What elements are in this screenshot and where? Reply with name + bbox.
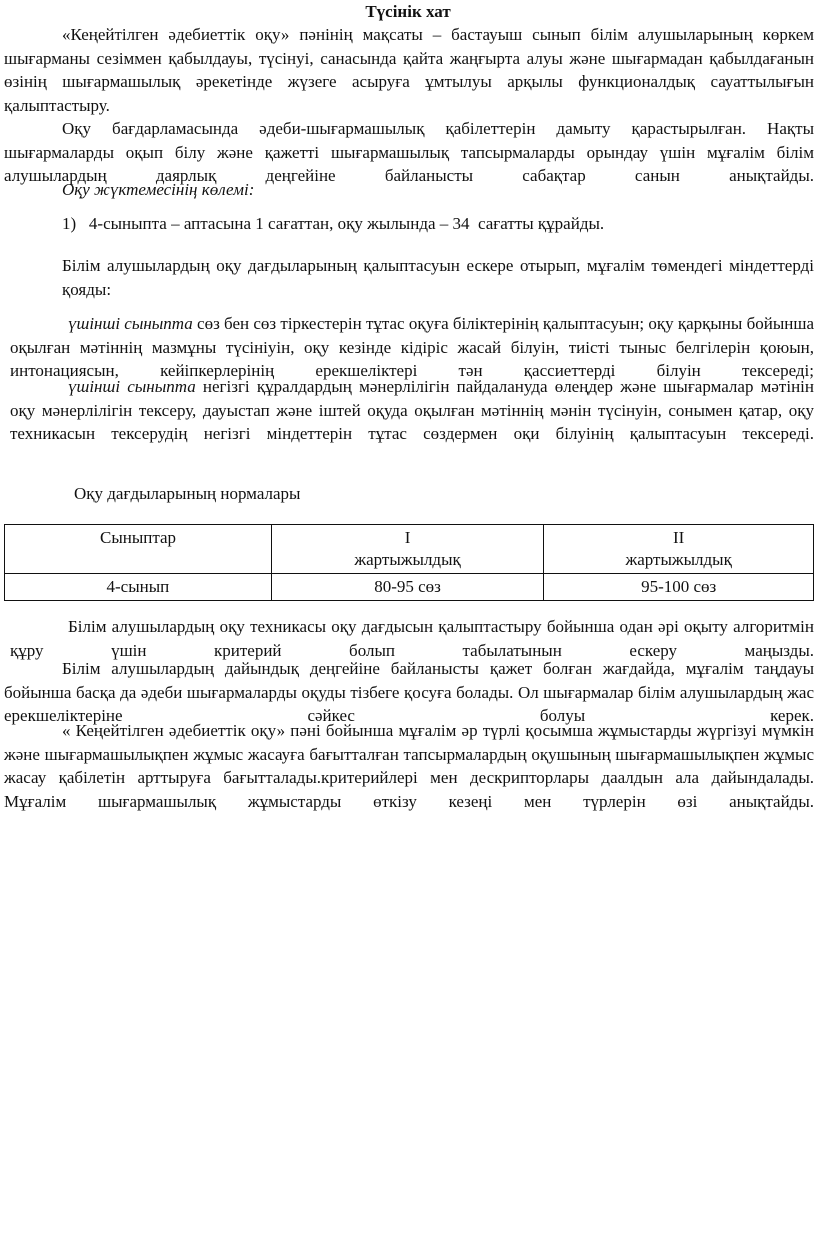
table-header-cell bbox=[544, 525, 814, 574]
paragraph-creative-work-text: « Кеңейтілген әдебиеттік оқу» пәні бойынша мұғалім әр түрлі қосымша жұмыстарды жүргізуі мүмкін және шығармашылықпен жұмыс жасауға бағытталған тапсырмалардың оқушының шығармашылықпен жұмыс жасау қабілетін арттыруға бағытталады.критерийлері мен дескрипторлары даалдын ала дайындалады. Мұғалім шығармашылық жұмыстарды өткізу кезеңі мен түрлерін өзі анықтайды. bbox=[4, 721, 814, 811]
reading-norms-table bbox=[4, 524, 814, 601]
table-caption: Оқу дағдыларының нормалары bbox=[74, 484, 301, 503]
paragraph-tasks-text: Білім алушылардың оқу дағдыларының қалыптасуын ескере отырып, мұғалім төмендегі міндеттерді қояды: bbox=[62, 256, 814, 299]
table-cell: 4-сынып bbox=[5, 574, 272, 601]
paragraph-workload-item: 1) 4-сыныпта – аптасына 1 сағаттан, оқу жылында – 34 сағатты құрайды. bbox=[62, 214, 605, 233]
document-title: Түсінік хат bbox=[365, 2, 451, 21]
paragraph-program-text: Оқу бағдарламасында әдеби-шығармашылық қабілеттерін дамыту қарастырылған. Нақты шығармаларды оқып білу және қажетті шығармашылық тапсырмаларды орындау үшін мұғалім білім алушылардың даярлық деңгейіне байланысты сабақтар санын анықтайды. bbox=[4, 119, 814, 185]
paragraph-technique-text: Білім алушылардың оқу техникасы оқу дағдысын қалыптастыру бойынша одан әрі оқыту алгоритмін құру үшін критерий болып табылатынын ескеру маңызды. bbox=[10, 617, 814, 660]
paragraph-purpose-text: «Кеңейтілген әдебиеттік оқу» пәнінің мақсаты – бастауыш сынып білім алушыларының көркем шығарманы сезіммен қабылдауы, түсінуі, санасында қайта жаңғырта алуы және шығармадан қабылдағанын өзінің шығармашылық әрекетінде жүзеге асыруға ұмтылуы арқылы функционалдық сауаттылығын қалыптастыру. bbox=[4, 25, 814, 115]
table-header-row bbox=[5, 525, 814, 574]
table-cell: 95-100 сөз bbox=[544, 574, 814, 601]
table-header-label: Сыныптар bbox=[100, 528, 177, 547]
paragraph-extra-works-text: Білім алушылардың дайындық деңгейіне байланысты қажет болған жағдайда, мұғалім таңдауы бойынша басқа да әдеби шығармаларды оқуды тізбеге қосуға болады. Ол шығармалар білім алушылардың жас ерекшеліктеріне сәйкес болуы керек. bbox=[4, 659, 814, 725]
paragraph-creative-work bbox=[4, 719, 814, 837]
table-header-sublabel: жартыжылдық bbox=[625, 550, 732, 569]
paragraph-third-grade-1-em: үшінші сыныпта bbox=[68, 314, 193, 333]
paragraph-third-grade-2 bbox=[10, 375, 814, 469]
table-cell: 80-95 сөз bbox=[271, 574, 544, 601]
table-header-sublabel: жартыжылдық bbox=[354, 550, 461, 569]
paragraph-third-grade-2-em: үшінші сыныпта bbox=[68, 377, 196, 396]
table-row bbox=[5, 574, 814, 601]
paragraph-third-grade-2-text: негізгі құралдардың мәнерлілігін пайдалануда өлеңдер және шығармалар мәтінін оқу мәнерлілігін тексеру, дауыстап және іштей оқуда оқылған мәтіннің мәнін түсінуін, сонымен қатар, оқу техникасын тексерудің негізгі міндеттерін тұтас сөздермен оқи білуінің қалыптасуын тексереді. bbox=[10, 377, 814, 443]
table-header-cell bbox=[271, 525, 544, 574]
table-header-label: II bbox=[673, 528, 685, 547]
table-header-label: I bbox=[404, 528, 411, 547]
table-header-cell bbox=[5, 525, 272, 574]
paragraph-workload-heading: Оқу жүктемесінің көлемі: bbox=[62, 180, 255, 199]
paragraph-third-grade-1-text: сөз бен сөз тіркестерін тұтас оқуға біліктерінің қалыптасуын; оқу қарқыны бойынша оқылған мәтіннің мазмұны түсініуін, оқу кезінде кідіріс жасай білуін, тиісті тыныс белгілерін қоюын, интонациясын, кейіпкерлерінің ерекшеліктері тән қассиеттерді білуін тексереді; bbox=[10, 314, 814, 380]
